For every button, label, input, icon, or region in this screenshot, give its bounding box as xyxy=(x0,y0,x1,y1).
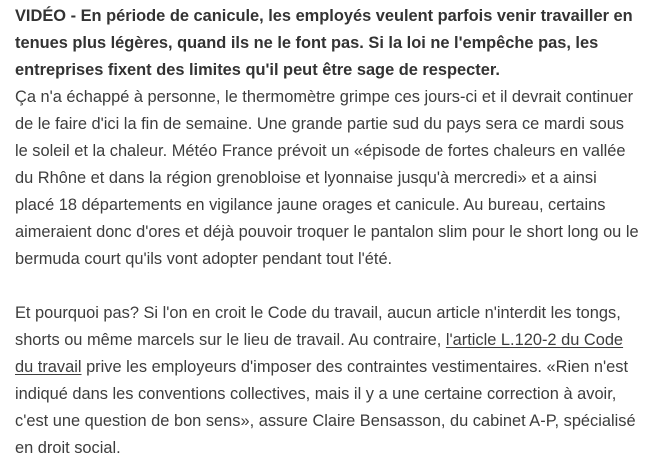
lead-text: En période de canicule, les employés veulent parfois venir travailler en tenues plus légères, quand ils ne le font pas. Si la loi ne l'empêche pas, les entreprises fixent des limites qu'il peut être sage de respecter. xyxy=(15,7,633,79)
paragraph-2 xyxy=(15,300,640,462)
paragraph-2-intro: Et pourquoi pas? Si l'on en croit le Code du travail, aucun article n'interdit les tongs, shorts ou même marcels sur le lieu de travail. Au contraire, xyxy=(15,304,621,349)
lead-separator: - xyxy=(66,7,81,25)
video-label: VIDÉO xyxy=(15,7,67,25)
code-du-travail-link[interactable]: l'article L.120-2 du Code du travail xyxy=(15,331,624,376)
paragraph-2-rest: prive les employeurs d'imposer des contraintes vestimentaires. «Rien n'est indiqué dans les conventions collectives, mais il y a une certaine correction à avoir, c'est une question de bon sens», assure Claire Bensasson, du cabinet A-P, spécialisé en droit social. xyxy=(15,358,636,457)
paragraph-1: Ça n'a échappé à personne, le thermomètre grimpe ces jours-ci et il devrait continuer de le faire d'ici la fin de semaine. Une grande partie sud du pays sera ce mardi sous le soleil et la chaleur. Météo France prévoit un «épisode de fortes chaleurs en vallée du Rhône et dans la région grenobloise et lyonnaise jusqu'à mercredi» et a ainsi placé 18 départements en vigilance jaune orages et canicule. Au bureau, certains aimeraient donc d'ores et déjà pouvoir troquer le pantalon slim pour le short long ou le bermuda court qu'ils vont adopter pendant tout l'été. xyxy=(15,88,639,268)
article-lead xyxy=(15,3,640,84)
article-body xyxy=(15,3,640,462)
